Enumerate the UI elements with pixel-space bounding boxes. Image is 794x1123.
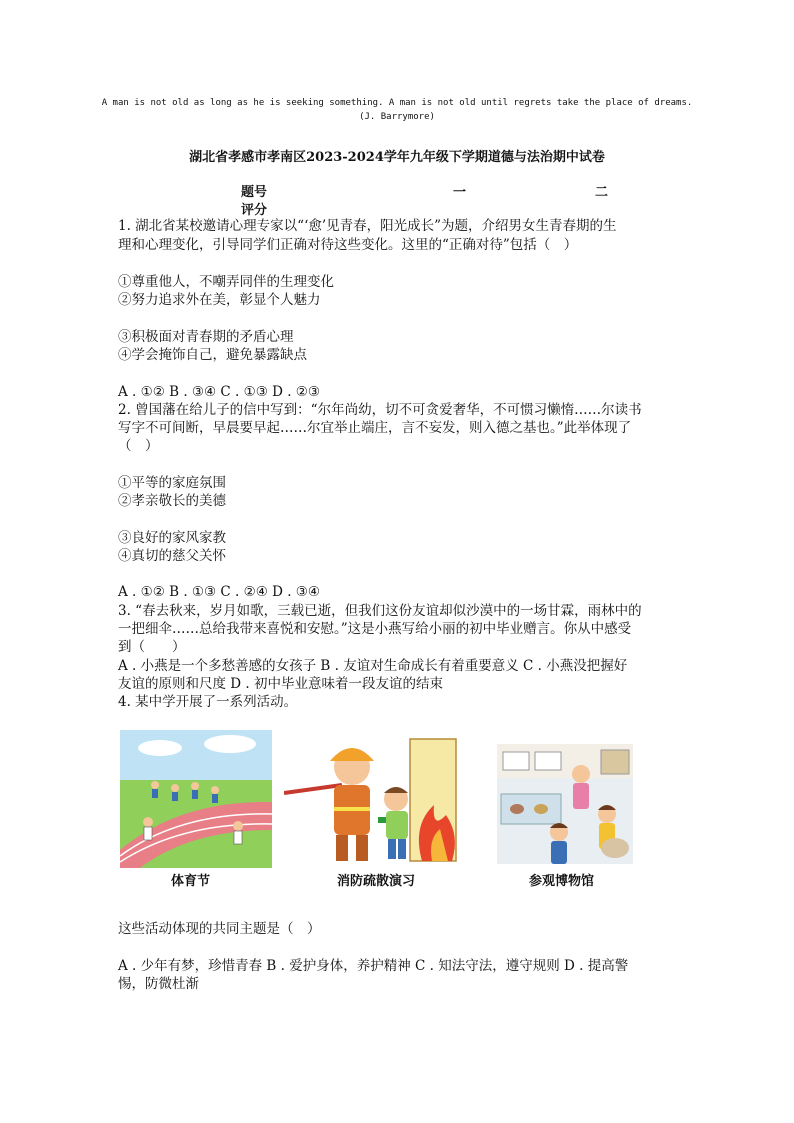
q4-choices-line-2: 惕，防微杜渐 <box>118 976 199 992</box>
q2-stem-line-1: 2. 曾国藩在给儿子的信中写到：“尔年尚幼，切不可贪爱奢华，不可惯习懒惰……尔读书 <box>118 402 642 418</box>
q4-choices-line-1: A . 少年有梦，珍惜青春 B . 爱护身体，养护精神 C . 知法守法，遵守规则 D . 提高警 <box>118 958 629 974</box>
museum-visit-illustration <box>497 744 633 864</box>
q2-option-3: ③良好的家风家教 <box>118 530 226 546</box>
q3-stem-line-2: 一把细伞……总给我带来喜悦和安慰。”这是小燕写给小丽的初中毕业赠言。你从中感受 <box>118 621 632 637</box>
score-table-header-label: 题号 <box>241 185 268 200</box>
score-table-col-1: 一 <box>453 185 467 200</box>
q1-option-3: ③积极面对青春期的矛盾心理 <box>118 329 294 345</box>
q3-choices-line-1: A . 小燕是一个多愁善感的女孩子 B . 友谊对生命成长有着重要意义 C . 小燕没把握好 <box>118 658 628 674</box>
exam-title: 湖北省孝感市孝南区2023-2024学年九年级下学期道德与法治期中试卷 <box>189 150 605 165</box>
q2-choices: A . ①② B . ①③ C . ②④ D . ③④ <box>118 584 321 600</box>
quote-attribution: (J. Barrymore) <box>359 112 435 122</box>
q1-stem-line-2: 理和心理变化，引导同学们正确对待这些变化。这里的“正确对待”包括（ ） <box>118 237 578 253</box>
q1-option-4: ④学会掩饰自己，避免暴露缺点 <box>118 347 307 363</box>
caption-fire-drill: 消防疏散演习 <box>337 874 416 889</box>
sports-festival-illustration <box>120 730 272 868</box>
q4-stem: 4. 某中学开展了一系列活动。 <box>118 694 298 710</box>
q1-stem-line-1: 1. 湖北省某校邀请心理专家以“‘愈’见青春，阳光成长”为题，介绍男女生青春期的生 <box>118 218 617 234</box>
caption-sports-festival: 体育节 <box>171 874 211 889</box>
q2-stem-line-2: 写字不可间断，早晨要早起……尔宜举止端庄，言不妄发，则入德之基也。”此举体现了 <box>118 420 632 436</box>
fire-drill-illustration <box>284 735 470 867</box>
q4-question: 这些活动体现的共同主题是（ ） <box>118 921 321 937</box>
score-table-score-label: 评分 <box>241 203 268 218</box>
q3-stem-line-1: 3. “春去秋来，岁月如歌，三载已逝，但我们这份友谊却似沙漠中的一场甘霖，雨林中的 <box>118 603 642 619</box>
q3-choices-line-2: 友谊的原则和尺度 D . 初中毕业意味着一段友谊的结束 <box>118 676 443 692</box>
q1-option-2: ②努力追求外在美，彰显个人魅力 <box>118 292 321 308</box>
q2-option-2: ②孝亲敬长的美德 <box>118 493 226 509</box>
caption-museum-visit: 参观博物馆 <box>529 874 595 889</box>
q2-option-1: ①平等的家庭氛围 <box>118 475 226 491</box>
q1-option-1: ①尊重他人，不嘲弄同伴的生理变化 <box>118 274 334 290</box>
score-table-col-2: 二 <box>595 185 609 200</box>
q1-choices: A . ①② B . ③④ C . ①③ D . ②③ <box>118 384 321 400</box>
quote-line-1: A man is not old as long as he is seeking something. A man is not old until regrets take the place of dreams. <box>101 98 693 108</box>
q2-option-4: ④真切的慈父关怀 <box>118 548 226 564</box>
q3-stem-line-3: 到（ ） <box>118 639 186 655</box>
q2-stem-line-3: （ ） <box>118 438 159 454</box>
